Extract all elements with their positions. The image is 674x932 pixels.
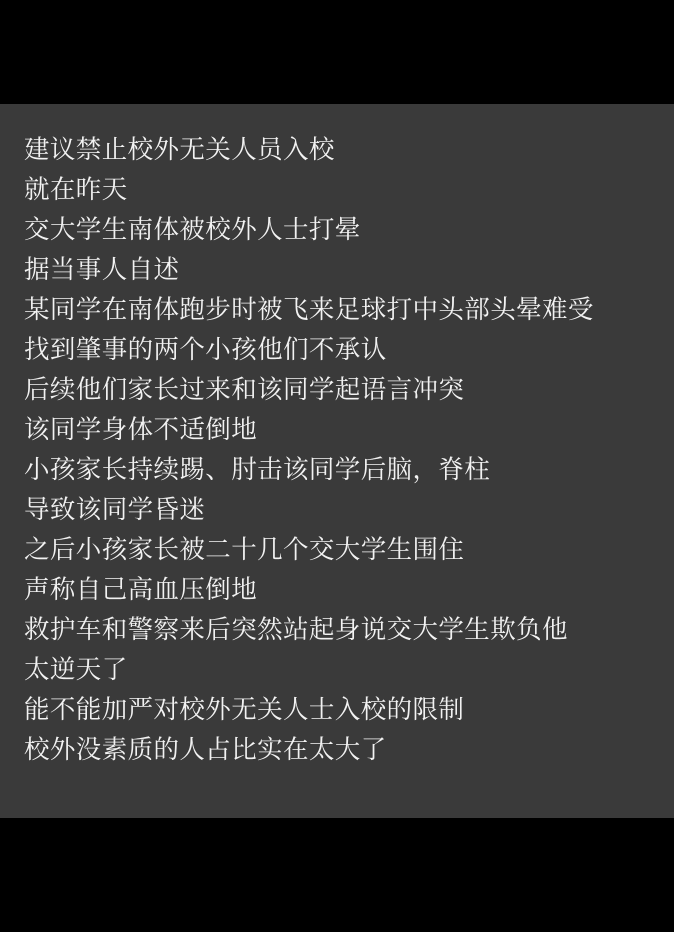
post-line: 建议禁止校外无关人员入校 — [24, 136, 335, 164]
post-line: 校外没素质的人占比实在太大了 — [24, 736, 387, 764]
bottom-letterbox-bar — [0, 818, 674, 932]
post-card — [0, 104, 674, 818]
post-line: 找到肇事的两个小孩他们不承认 — [24, 336, 387, 364]
post-line: 太逆天了 — [24, 656, 128, 684]
post-line: 某同学在南体跑步时被飞来足球打中头部头晕难受 — [24, 296, 594, 324]
post-line: 就在昨天 — [24, 176, 128, 204]
post-line: 之后小孩家长被二十几个交大学生围住 — [24, 536, 465, 564]
post-line: 后续他们家长过来和该同学起语言冲突 — [24, 376, 465, 404]
top-letterbox-bar — [0, 0, 674, 104]
post-line: 能不能加严对校外无关人士入校的限制 — [24, 696, 465, 724]
post-line: 交大学生南体被校外人士打晕 — [24, 216, 361, 244]
post-line: 小孩家长持续踢、肘击该同学后脑，脊柱 — [24, 456, 491, 484]
post-line: 导致该同学昏迷 — [24, 496, 206, 524]
post-line: 该同学身体不适倒地 — [24, 416, 258, 444]
post-line: 据当事人自述 — [24, 256, 180, 284]
post-line: 声称自己高血压倒地 — [24, 576, 258, 604]
post-line: 救护车和警察来后突然站起身说交大学生欺负他 — [24, 616, 568, 644]
post-text-block — [24, 130, 650, 770]
